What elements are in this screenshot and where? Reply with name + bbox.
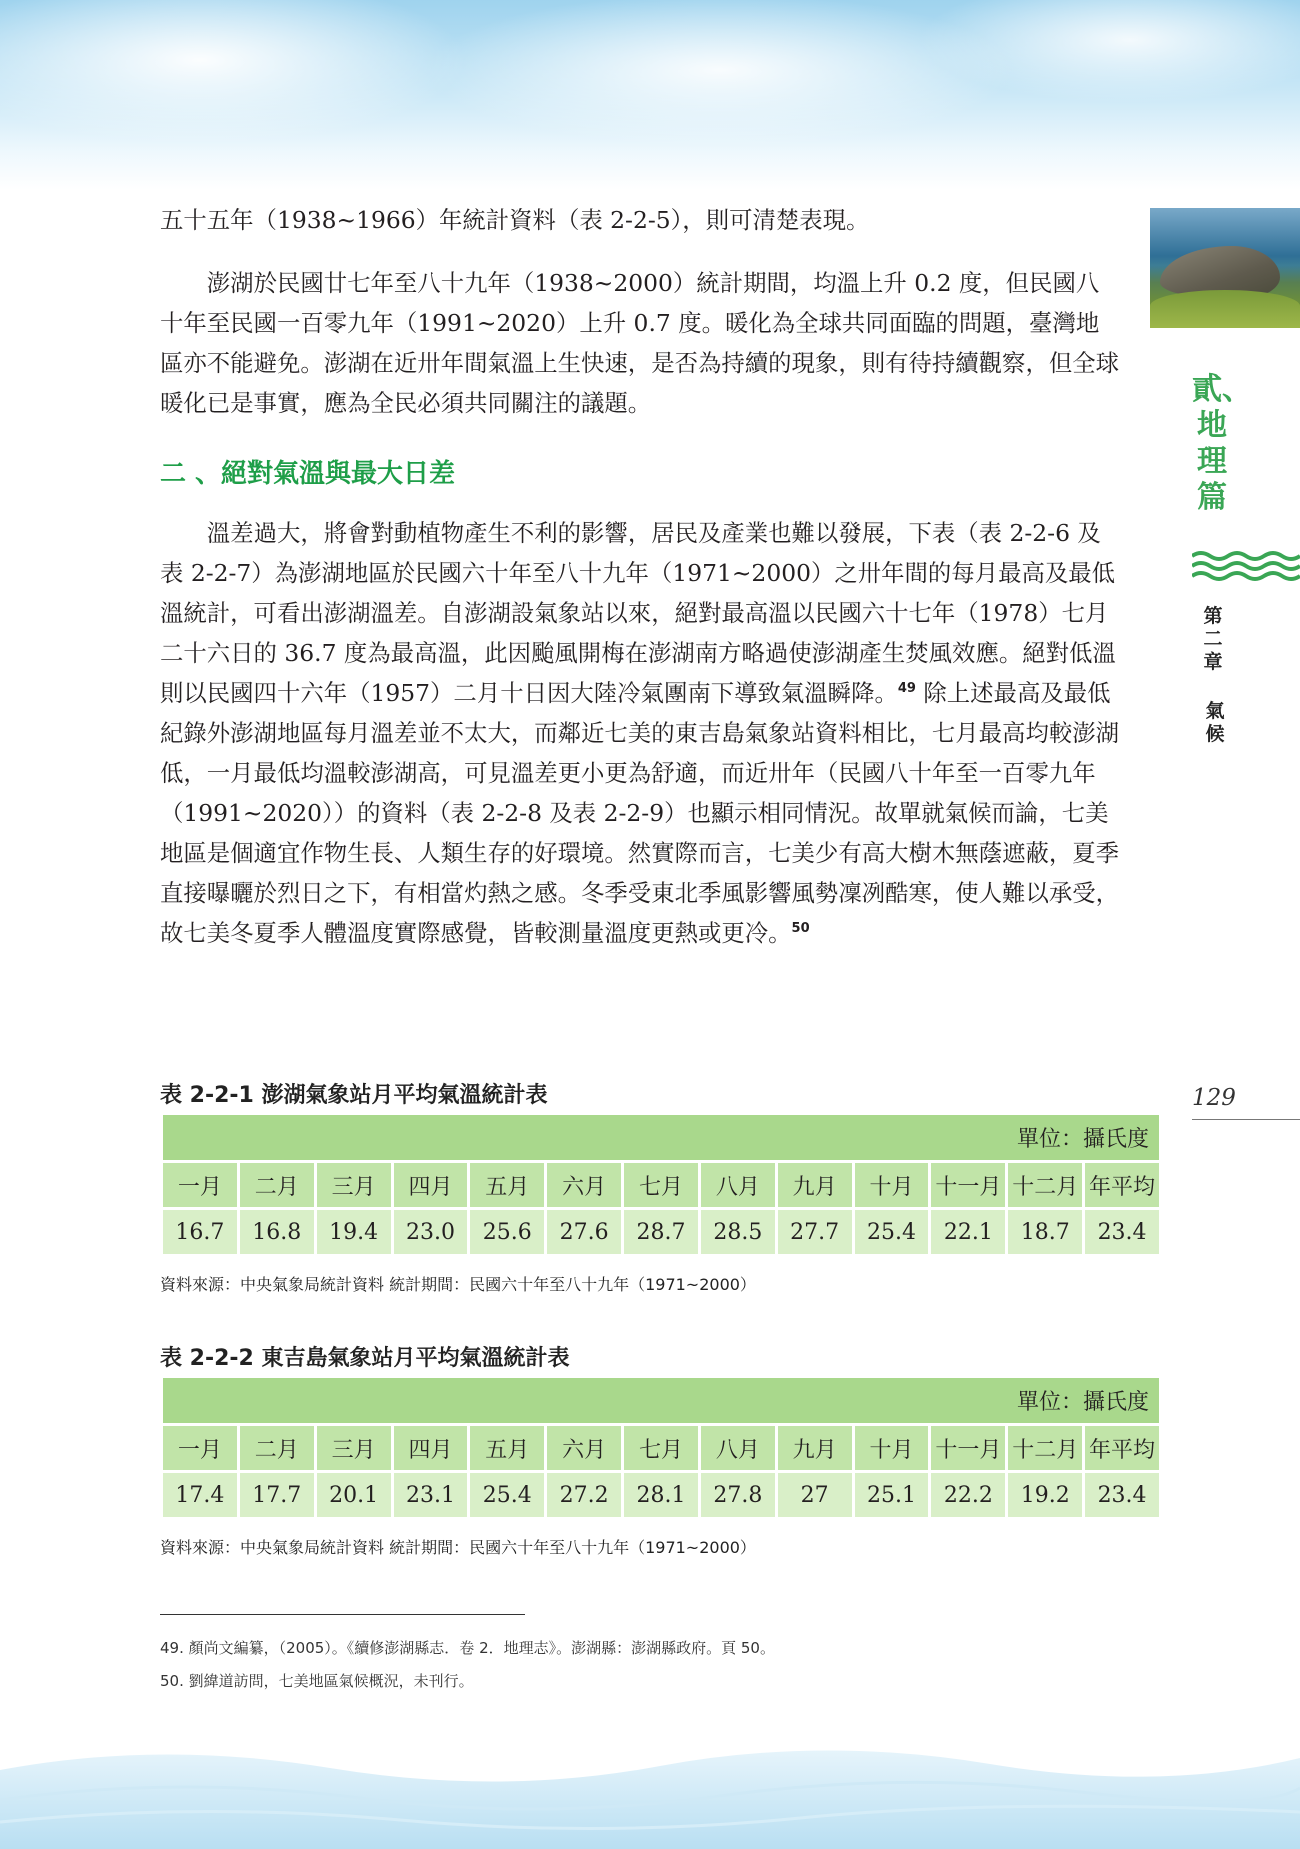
- footnote-ref-49[interactable]: 49: [897, 681, 916, 697]
- table1-value-cell: 28.5: [699, 1209, 776, 1256]
- footer-wave-decoration: [0, 1730, 1300, 1849]
- table2-header-cell: 十二月: [1007, 1425, 1084, 1472]
- table2-value-cell: 25.1: [853, 1472, 930, 1519]
- table-2-unit: 單位：攝氏度: [162, 1377, 1161, 1425]
- footnote-49: 49. 顏尚文編纂，（2005）。《續修澎湖縣志．卷 2．地理志》。澎湖縣：澎湖縣政府。頁 50。: [160, 1639, 775, 1657]
- table2-value-cell: 28.1: [623, 1472, 700, 1519]
- table1-value-cell: 23.4: [1084, 1209, 1161, 1256]
- footnote-50: 50. 劉緯道訪問，七美地區氣候概況，未刊行。: [160, 1672, 474, 1690]
- chapter-title: 貳、地理篇: [1192, 372, 1252, 515]
- table1-value-cell: 16.8: [238, 1209, 315, 1256]
- table2-value-cell: 27.8: [699, 1472, 776, 1519]
- table-1-header-row: [162, 1162, 1161, 1209]
- table-1: [160, 1112, 1162, 1257]
- table2-header-cell: 十一月: [930, 1425, 1007, 1472]
- table2-header-cell: 七月: [623, 1425, 700, 1472]
- table1-value-cell: 23.0: [392, 1209, 469, 1256]
- section-heading: 二 、絕對氣溫與最大日差: [160, 459, 456, 489]
- table2-value-cell: 27: [776, 1472, 853, 1519]
- table1-value-cell: 16.7: [162, 1209, 239, 1256]
- paragraph-3: [160, 513, 1122, 953]
- table-2-caption: 表 2-2-2 東吉島氣象站月平均氣溫統計表: [160, 1346, 570, 1371]
- table2-header-cell: 十月: [853, 1425, 930, 1472]
- table-2-value-row: [162, 1472, 1161, 1519]
- table1-header-cell: 五月: [469, 1162, 546, 1209]
- table1-header-cell: 九月: [776, 1162, 853, 1209]
- photo-grass: [1150, 290, 1300, 328]
- table2-header-cell: 一月: [162, 1425, 239, 1472]
- footnote-divider: [160, 1614, 525, 1615]
- paragraph-3-part-b: 除上述最高及最低紀錄外澎湖地區每月溫差並不太大，而鄰近七美的東吉島氣象站資料相比，七月最高均較澎湖低，一月最低均溫較澎湖高，可見溫差更小更為舒適，而近卅年（民國八十年至一百零九年（1991~2020））的資料（表 2-2-8 及表 2-2-9）也顯示相同情況。故單就氣候而論，七美地區是個適宜作物生長、人類生存的好環境。然實際而言，七美少有高大樹木無蔭遮蔽，夏季直接曝曬於烈日之下，有相當灼熱之感。冬季受東北季風影響風勢凜冽酷寒，使人難以承受，故七美冬夏季人體溫度實際感覺，皆較測量溫度更熱或更冷。: [160, 679, 1120, 947]
- table2-value-cell: 27.2: [546, 1472, 623, 1519]
- table1-header-cell: 六月: [546, 1162, 623, 1209]
- table2-header-cell: 八月: [699, 1425, 776, 1472]
- paragraph-1: 五十五年（1938~1966）年統計資料（表 2-2-5），則可清楚表現。: [160, 206, 870, 234]
- table1-value-cell: 25.6: [469, 1209, 546, 1256]
- table1-value-cell: 25.4: [853, 1209, 930, 1256]
- table2-value-cell: 19.2: [1007, 1472, 1084, 1519]
- table1-header-cell: 年平均: [1084, 1162, 1161, 1209]
- table2-value-cell: 25.4: [469, 1472, 546, 1519]
- table2-value-cell: 23.1: [392, 1472, 469, 1519]
- table-1-caption: 表 2-2-1 澎湖氣象站月平均氣溫統計表: [160, 1083, 548, 1108]
- table2-header-cell: 六月: [546, 1425, 623, 1472]
- table1-header-cell: 二月: [238, 1162, 315, 1209]
- table2-value-cell: 22.2: [930, 1472, 1007, 1519]
- paragraph-2: 澎湖於民國廿七年至八十九年（1938~2000）統計期間，均溫上升 0.2 度，但民國八十年至民國一百零九年（1991~2020）上升 0.7 度。暖化為全球共同面臨的問題，臺灣地區亦不能避免。澎湖在近卅年間氣溫上生快速，是否為持續的現象，則有待持續觀察，但全球暖化已是事實，應為全民必須共同關注的議題。: [160, 269, 1120, 417]
- table1-header-cell: 十二月: [1007, 1162, 1084, 1209]
- table-2-header-row: [162, 1425, 1161, 1472]
- table1-value-cell: 18.7: [1007, 1209, 1084, 1256]
- table2-header-cell: 三月: [315, 1425, 392, 1472]
- header-sky-background: [0, 0, 1300, 190]
- table-1-source: 資料來源：中央氣象局統計資料 統計期間：民國六十年至八十九年（1971~2000）: [160, 1275, 756, 1294]
- table2-value-cell: 17.7: [238, 1472, 315, 1519]
- table2-header-cell: 二月: [238, 1425, 315, 1472]
- chapter-number: 第二章: [1203, 605, 1223, 673]
- table-2-source: 資料來源：中央氣象局統計資料 統計期間：民國六十年至八十九年（1971~2000）: [160, 1538, 756, 1557]
- chapter-topic: 氣候: [1205, 700, 1225, 745]
- table1-value-cell: 28.7: [623, 1209, 700, 1256]
- coastal-photo: [1150, 208, 1300, 328]
- table1-header-cell: 七月: [623, 1162, 700, 1209]
- table2-value-cell: 23.4: [1084, 1472, 1161, 1519]
- footnote-ref-50[interactable]: 50: [791, 921, 810, 937]
- table1-header-cell: 三月: [315, 1162, 392, 1209]
- table1-header-cell: 一月: [162, 1162, 239, 1209]
- table1-value-cell: 19.4: [315, 1209, 392, 1256]
- table2-value-cell: 17.4: [162, 1472, 239, 1519]
- table1-header-cell: 八月: [699, 1162, 776, 1209]
- table2-header-cell: 五月: [469, 1425, 546, 1472]
- table-1-value-row: [162, 1209, 1161, 1256]
- page-number: 129: [1192, 1085, 1236, 1111]
- table-1-unit: 單位：攝氏度: [162, 1114, 1161, 1162]
- wave-decoration-icon: [1192, 548, 1300, 588]
- table-2: [160, 1375, 1162, 1520]
- table2-header-cell: 九月: [776, 1425, 853, 1472]
- table2-header-cell: 四月: [392, 1425, 469, 1472]
- table1-header-cell: 十一月: [930, 1162, 1007, 1209]
- page-number-rule: [1192, 1119, 1300, 1120]
- paragraph-3-part-a: 溫差過大，將會對動植物產生不利的影響，居民及產業也難以發展，下表（表 2-2-6 及表 2-2-7）為澎湖地區於民國六十年至八十九年（1971~2000）之卅年間的每月最高及最低溫統計，可看出澎湖溫差。自澎湖設氣象站以來，絕對最高溫以民國六十七年（1978）七月二十六日的 36.7 度為最高溫，此因颱風開梅在澎湖南方略過使澎湖產生焚風效應。絕對低溫則以民國四十六年（1957）二月十日因大陸冷氣團南下導致氣溫瞬降。: [160, 519, 1116, 707]
- table2-value-cell: 20.1: [315, 1472, 392, 1519]
- table1-value-cell: 27.7: [776, 1209, 853, 1256]
- table1-header-cell: 四月: [392, 1162, 469, 1209]
- table1-value-cell: 27.6: [546, 1209, 623, 1256]
- table2-header-cell: 年平均: [1084, 1425, 1161, 1472]
- table1-value-cell: 22.1: [930, 1209, 1007, 1256]
- table1-header-cell: 十月: [853, 1162, 930, 1209]
